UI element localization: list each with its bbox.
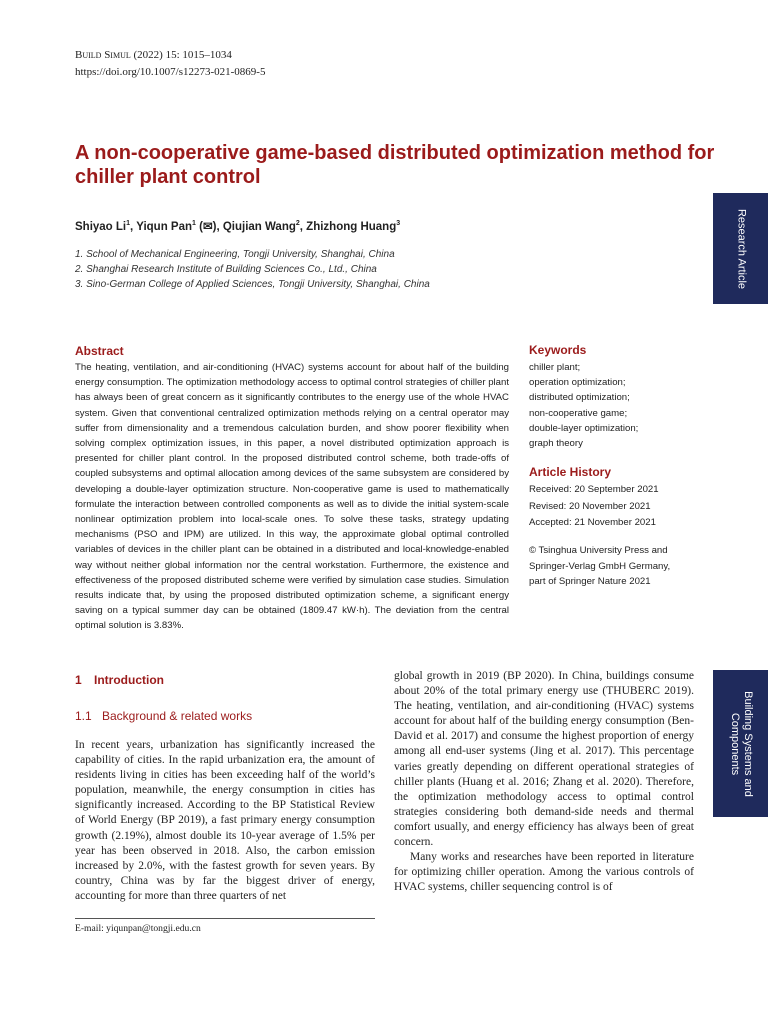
keyword-item: double-layer optimization; bbox=[529, 422, 639, 434]
side-tab-label: Building Systems and Components bbox=[728, 690, 754, 797]
paragraph: In recent years, urbanization has significantly increased the capability of cities. In the rapid urbanization era, the amount of residents living in cities has been exceeding half of the world’s population, meanwhile, the energy consumption in cities has significantly increased. According to the BP Statistical Review of World Energy (BP 2019), a fast primary energy consumption growth (2.19%), almost double its 10-year average of 1.5% per year has been observed in 2018. Also, the carbon emission increased by 2.0%, with the fastest growth for seven years. By country, China was by far the biggest driver of energy, accounting for more than three quarters of net bbox=[75, 739, 375, 902]
affiliation-2: 2. Shanghai Research Institute of Building Sciences Co., Ltd., China bbox=[75, 264, 377, 275]
keyword-item: distributed optimization; bbox=[529, 392, 630, 404]
doi-link[interactable]: https://doi.org/10.1007/s12273-021-0869-5 bbox=[75, 66, 266, 78]
category-tab bbox=[713, 670, 768, 817]
keywords-heading: Keywords bbox=[529, 343, 587, 357]
author-name: Qiujian Wang bbox=[222, 221, 296, 233]
corresponding-email[interactable]: E-mail: yiqunpan@tongji.edu.cn bbox=[75, 923, 201, 934]
paragraph: Many works and researches have been reported in literature for optimizing chiller operation. Among the various controls of HVAC systems, chiller sequencing control is of bbox=[394, 851, 694, 894]
affiliation-3: 3. Sino-German College of Applied Sciences, Tongji University, Shanghai, China bbox=[75, 279, 430, 290]
article-history bbox=[529, 482, 659, 532]
abstract-text: The heating, ventilation, and air-conditioning (HVAC) systems account for about half of the building energy consumption. The optimization methodology access to optimal control strategies of chiller plant has always been of great concern as it significantly contributes to the energy use of the whole HVAC system. Given that conventional centralized optimization methods relying on a central operator may suffer from dimensionality and a tremendous calculation burden, and show poorer flexibility when solving complex optimization issues, in this paper, a novel distributed optimization approach is presented for chiller plant control. In the proposed distributed control scheme, both trade-offs of coupled subsystems and optimal allocation among devices of the same subsystem are considered by developing a double-layer optimization structure. Non-cooperative game is used to mathematically formulate the interaction between controlled components as well as to divide the initial system-scale nonlinear optimization problem into local-scale ones. To solve these tasks, strategy updating mechanisms (PSO and IPM) are utilized. In this way, the approximate global optimal controlled variables of devices in the chiller plant can be obtained in a distributed and local-knowledge-enabled way without neither global information nor the central workstation. Furthermore, the existence and effectiveness of the proposed distributed scheme were verified by simulation case studies. Simulation results indicate that, by using the proposed distributed optimization scheme, a significant energy saving on a typical summer day can be obtained (1809.47 kW·h). The deviation from the central optimal solution is 3.83%. bbox=[75, 362, 509, 632]
received-date: Received: 20 September 2021 bbox=[529, 484, 659, 495]
journal-header bbox=[75, 47, 265, 81]
research-article-tab bbox=[713, 193, 768, 304]
footnote-divider bbox=[75, 918, 375, 919]
revised-date: Revised: 20 November 2021 bbox=[529, 500, 651, 512]
affiliation-1: 1. School of Mechanical Engineering, Tongji University, Shanghai, China bbox=[75, 249, 395, 260]
side-tab-label: Research Article bbox=[735, 208, 747, 289]
author-name: Yiqun Pan bbox=[136, 221, 193, 233]
journal-citation: Build Simul (2022) 15: 1015–1034 bbox=[75, 49, 232, 61]
keyword-item: chiller plant; bbox=[529, 362, 581, 373]
paper-title: A non-cooperative game-based distributed optimization method for chiller plant control bbox=[75, 142, 715, 188]
subsection-heading: 1.1 Background & related works bbox=[75, 709, 253, 723]
body-text-left bbox=[75, 738, 375, 904]
abstract-heading: Abstract bbox=[75, 344, 124, 358]
keyword-item: operation optimization; bbox=[529, 377, 626, 389]
author-name: Zhizhong Huang bbox=[306, 221, 397, 233]
envelope-icon[interactable]: (✉) bbox=[195, 221, 217, 233]
body-text-right bbox=[394, 669, 694, 895]
accepted-date: Accepted: 21 November 2021 bbox=[529, 517, 656, 528]
keyword-item: non-cooperative game; bbox=[529, 407, 628, 419]
section-heading-introduction: 1 Introduction bbox=[75, 673, 164, 687]
author-name: Shiyao Li bbox=[75, 221, 127, 233]
keyword-item: graph theory bbox=[529, 438, 583, 450]
copyright-notice: © Tsinghua University Press and Springer-Verlag GmbH Germany, part of Springer Nature 2021 bbox=[529, 545, 671, 587]
history-heading: Article History bbox=[529, 465, 612, 479]
paragraph: global growth in 2019 (BP 2020). In China, buildings consume about 20% of the total primary energy use (THUBERC 2019). The heating, ventilation, and air-conditioning (HVAC) systems account for about half of the building energy consumption (Ben-David et al. 2017) and consume the highest proportion of energy among all end-user systems (Jing et al. 2017). This percentage varies greatly depending on different operational strategies of chiller plants (Huang et al. 2016; Zhang et al. 2020). Therefore, the optimization methodology access to optimal control strategies considering both demand-side needs and thermal comfort usually, and energy efficiency has always been of great concern. bbox=[394, 670, 694, 849]
author-list: Shiyao Li$^1$, Yiqun Pan$^1$ (✉), Qiujian Wang$^2$, Zhizhong Huang$^3$ bbox=[75, 220, 401, 233]
keyword-list bbox=[529, 360, 638, 451]
